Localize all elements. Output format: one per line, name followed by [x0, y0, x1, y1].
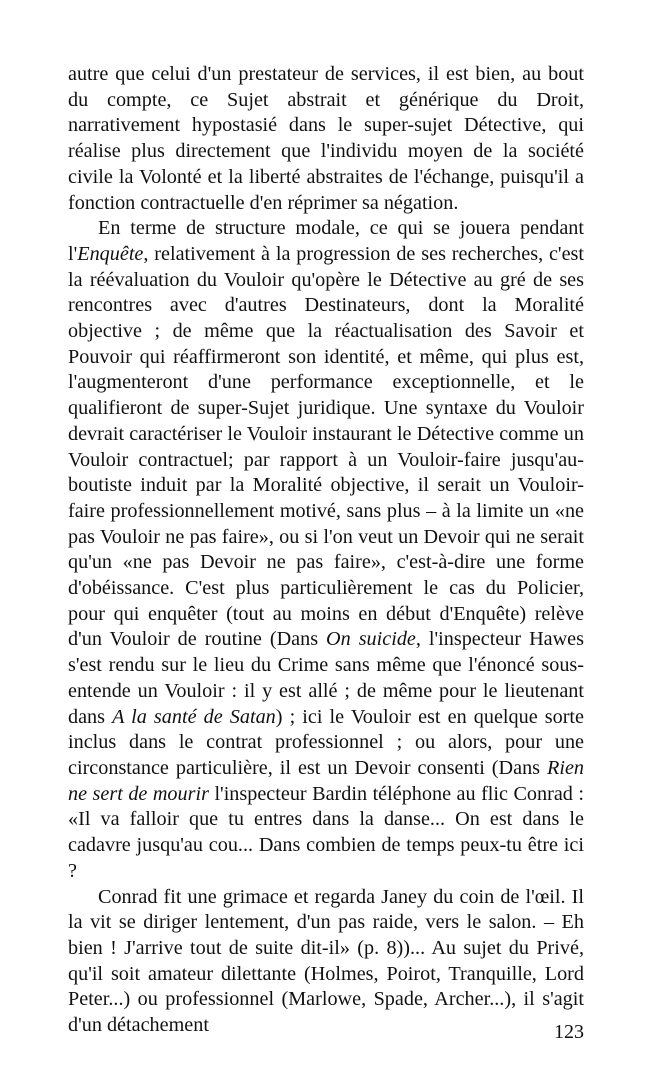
text-segment: En terme de structure modale, ce qui se jouera pendant l' [68, 217, 584, 265]
text-segment: Conrad fit une grimace et regarda Janey du coin de l'œil. Il la vit se diriger lentement, d'un pas raide, vers le salon. – Eh bien ! J'arrive tout de suite dit-il» (p. 8))... Au sujet du Privé, qu'il soit amateur dilettante (Holmes, Poirot, Tranquille, Lord Peter...) ou professionnel (Marlowe, Spade, Archer...), il s'agit d'un détachement [68, 885, 584, 1037]
italic-title: Rien ne sert de mourir [68, 756, 584, 805]
italic-title: Enquête [77, 242, 144, 265]
page-number: 123 [554, 1021, 584, 1043]
text-segment: , relativement à la progression de ses recherches, c'est la réévaluation du Vouloir qu'opère le Détective au gré de ses rencontres avec d'autres Destinateurs, dont la Moralité objective ; de même que la réactualisation des Savoir et Pouvoir qui réaffirmeront son identité, et même, qui plus est, l'augmenteront d'une performance exceptionnelle, et le qualifieront de super-Sujet juridique. Une syntaxe du Vouloir devrait caractériser le Vouloir instaurant le Détective comme un Vouloir contractuel; par rapport à un Vouloir-faire jusqu'au-boutiste induit par la Moralité objective, il serait un Vouloir-faire professionnellement motivé, sans plus – à la limite un «ne pas Vouloir ne pas faire», ou si l'on veut un Devoir qui ne serait qu'un «ne pas Devoir ne pas faire», c'est-à-dire une forme d'obéissance. C'est plus particulièrement le cas du Policier, pour qui enquêter (tout au moins en début d'Enquête) relève d'un Vouloir de routine (Dans [68, 242, 584, 651]
text-segment: , l'inspecteur Hawes s'est rendu sur le lieu du Crime sans même que l'énoncé sous-entende un Vouloir : il y est allé ; de même pour le lieutenant dans [68, 628, 584, 728]
paragraph-2 [68, 216, 584, 884]
paragraph-1 [68, 62, 584, 216]
paragraph-3 [68, 885, 584, 1039]
text-segment: autre que celui d'un prestateur de services, il est bien, au bout du compte, ce Sujet abstrait et générique du Droit, narrativement hypostasié dans le super-sujet Détective, qui réalise plus directement que l'individu moyen de la société civile la Volonté et la liberté abstraites de l'échange, puisqu'il a fonction contractuelle d'en réprimer sa négation. [68, 63, 584, 214]
body-text [68, 62, 584, 1039]
italic-title: On suicide [326, 628, 416, 651]
italic-title: A la santé de Satan [112, 705, 276, 728]
text-segment: l'inspecteur Bardin téléphone au flic Conrad : «Il va falloir que tu entres dans la danse... On est dans le cadavre jusqu'au cou... Dans combien de temps peux-tu être ici ? [68, 782, 584, 882]
text-segment: ) ; ici le Vouloir est en quelque sorte inclus dans le contrat professionnel ; ou alors, pour une circonstance particulière, il est un Devoir consenti (Dans [68, 705, 584, 779]
